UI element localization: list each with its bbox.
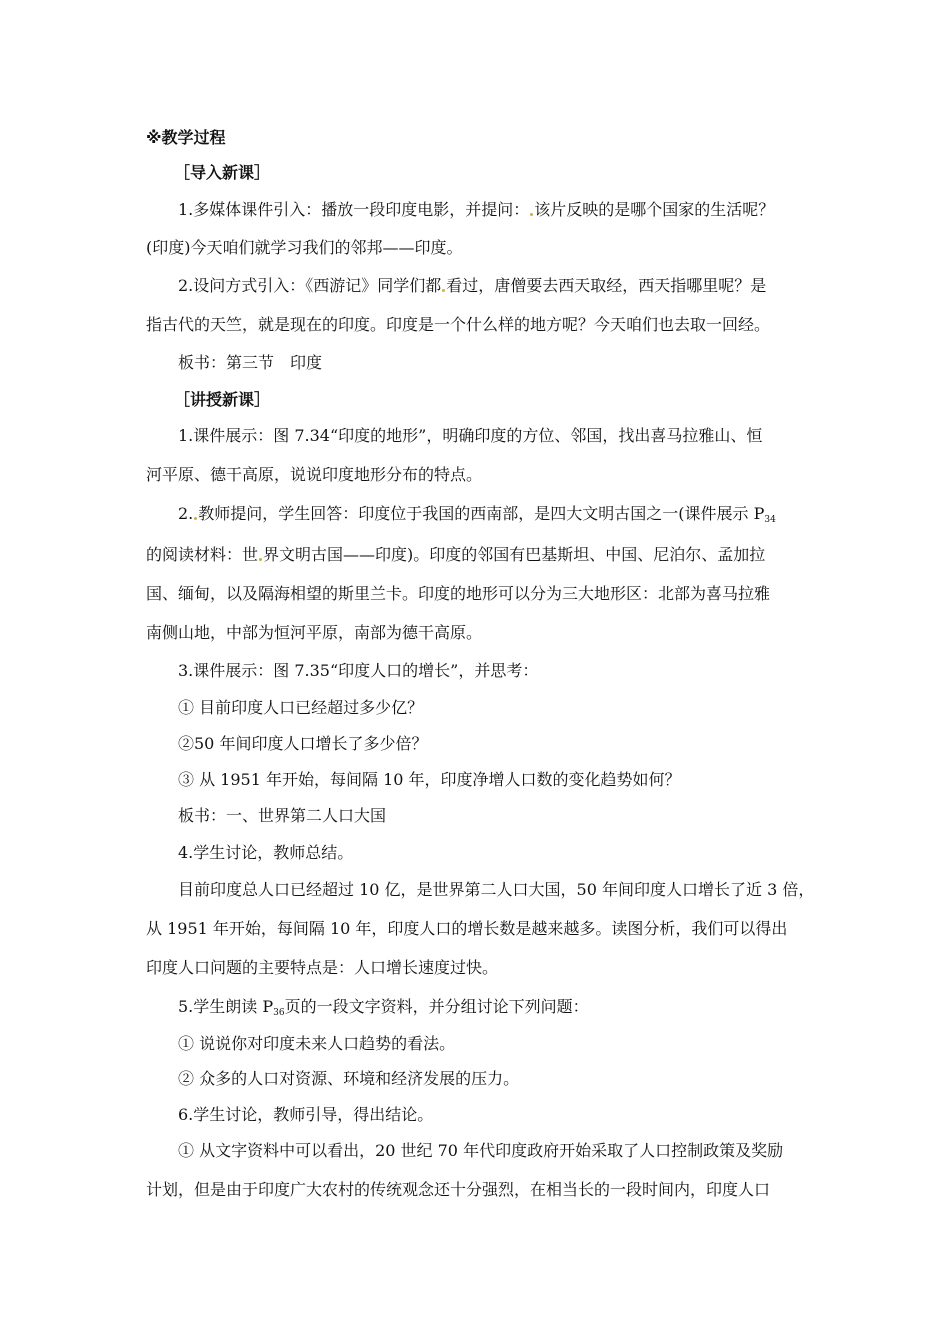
text-span: 界文明古国——印度)。印度的邻国有巴基斯坦、中国、尼泊尔、孟加拉 [263, 545, 766, 564]
board-note: 板书：第三节 印度 [178, 353, 323, 372]
mark-dot [194, 517, 197, 520]
text-span: 看过，唐僧要去西天取经，西天指哪里呢？是 [446, 276, 767, 295]
mark-dot [259, 558, 262, 561]
paragraph-line: 3.课件展示：图 7.35“印度人口的增长”，并思考： [178, 661, 539, 680]
list-item: ① 从文字资料中可以看出，20 世纪 70 年代印度政府开始采取了人口控制政策及奖励 [178, 1141, 784, 1160]
paragraph-line [178, 997, 589, 1023]
mark-dot [530, 213, 533, 216]
text-span: 页的一段文字资料，并分组讨论下列问题： [284, 997, 589, 1016]
paragraph-line: 南侧山地，中部为恒河平原，南部为德干高原。 [146, 623, 483, 642]
list-item: ③ 从 1951 年开始，每间隔 10 年，印度净增人口数的变化趋势如何？ [178, 770, 681, 789]
paragraph-line: 4.学生讨论，教师总结。 [178, 843, 354, 862]
text-span: 5.学生朗读 P [178, 997, 274, 1016]
text-span: 该片反映的是哪个国家的生活呢？ [534, 200, 775, 219]
paragraph-line: (印度)今天咱们就学习我们的邻邦——印度。 [146, 238, 463, 257]
section-heading: ※教学过程 [146, 128, 226, 147]
paragraph-line [146, 545, 765, 565]
text-span: 教师提问，学生回答：印度位于我国的西南部，是四大文明古国之一(课件展示 P [198, 504, 765, 523]
subsection-title-lecture: ［讲授新课］ [174, 390, 271, 409]
paragraph-line: 河平原、德干高原，说说印度地形分布的特点。 [146, 465, 483, 484]
mark-dot [442, 289, 445, 292]
paragraph-line: 从 1951 年开始，每间隔 10 年，印度人口的增长数是越来越多。读图分析，我们可以得出 [146, 919, 788, 938]
text-span: 2.设问方式引入：《西游记》同学们都 [178, 276, 442, 295]
text-span: 1.多媒体课件引入：播放一段印度电影，并提问： [178, 200, 530, 219]
subsection-title-intro: ［导入新课］ [174, 163, 271, 182]
list-item: ② 众多的人口对资源、环境和经济发展的压力。 [178, 1069, 520, 1088]
paragraph-line: 目前印度总人口已经超过 10 亿，是世界第二人口大国，50 年间印度人口增长了近 3 倍， [178, 880, 815, 899]
text-span: 的阅读材料：世 [146, 545, 259, 564]
paragraph-line: 国、缅甸，以及隔海相望的斯里兰卡。印度的地形可以分为三大地形区：北部为喜马拉雅 [146, 584, 771, 603]
paragraph-line [178, 200, 774, 220]
page-subscript: 36 [273, 1008, 285, 1018]
list-item: ① 说说你对印度未来人口趋势的看法。 [178, 1034, 456, 1053]
list-item: ① 目前印度人口已经超过多少亿？ [178, 698, 424, 717]
paragraph-line: 计划，但是由于印度广大农村的传统观念还十分强烈，在相当长的一段时间内，印度人口 [146, 1180, 771, 1199]
paragraph-line: 1.课件展示：图 7.34“印度的地形”，明确印度的方位、邻国，找出喜马拉雅山、恒 [178, 426, 763, 445]
paragraph-line [178, 504, 776, 530]
paragraph-line [178, 276, 766, 296]
text-span: 2. [178, 504, 194, 523]
list-item: ②50 年间印度人口增长了多少倍？ [178, 734, 428, 753]
paragraph-line: 印度人口问题的主要特点是：人口增长速度过快。 [146, 958, 499, 977]
paragraph-line: 6.学生讨论，教师引导，得出结论。 [178, 1105, 434, 1124]
paragraph-line: 指古代的天竺，就是现在的印度。印度是一个什么样的地方呢？今天咱们也去取一回经。 [146, 315, 771, 334]
board-note: 板书：一、世界第二人口大国 [178, 806, 387, 825]
page-subscript: 34 [764, 515, 776, 525]
